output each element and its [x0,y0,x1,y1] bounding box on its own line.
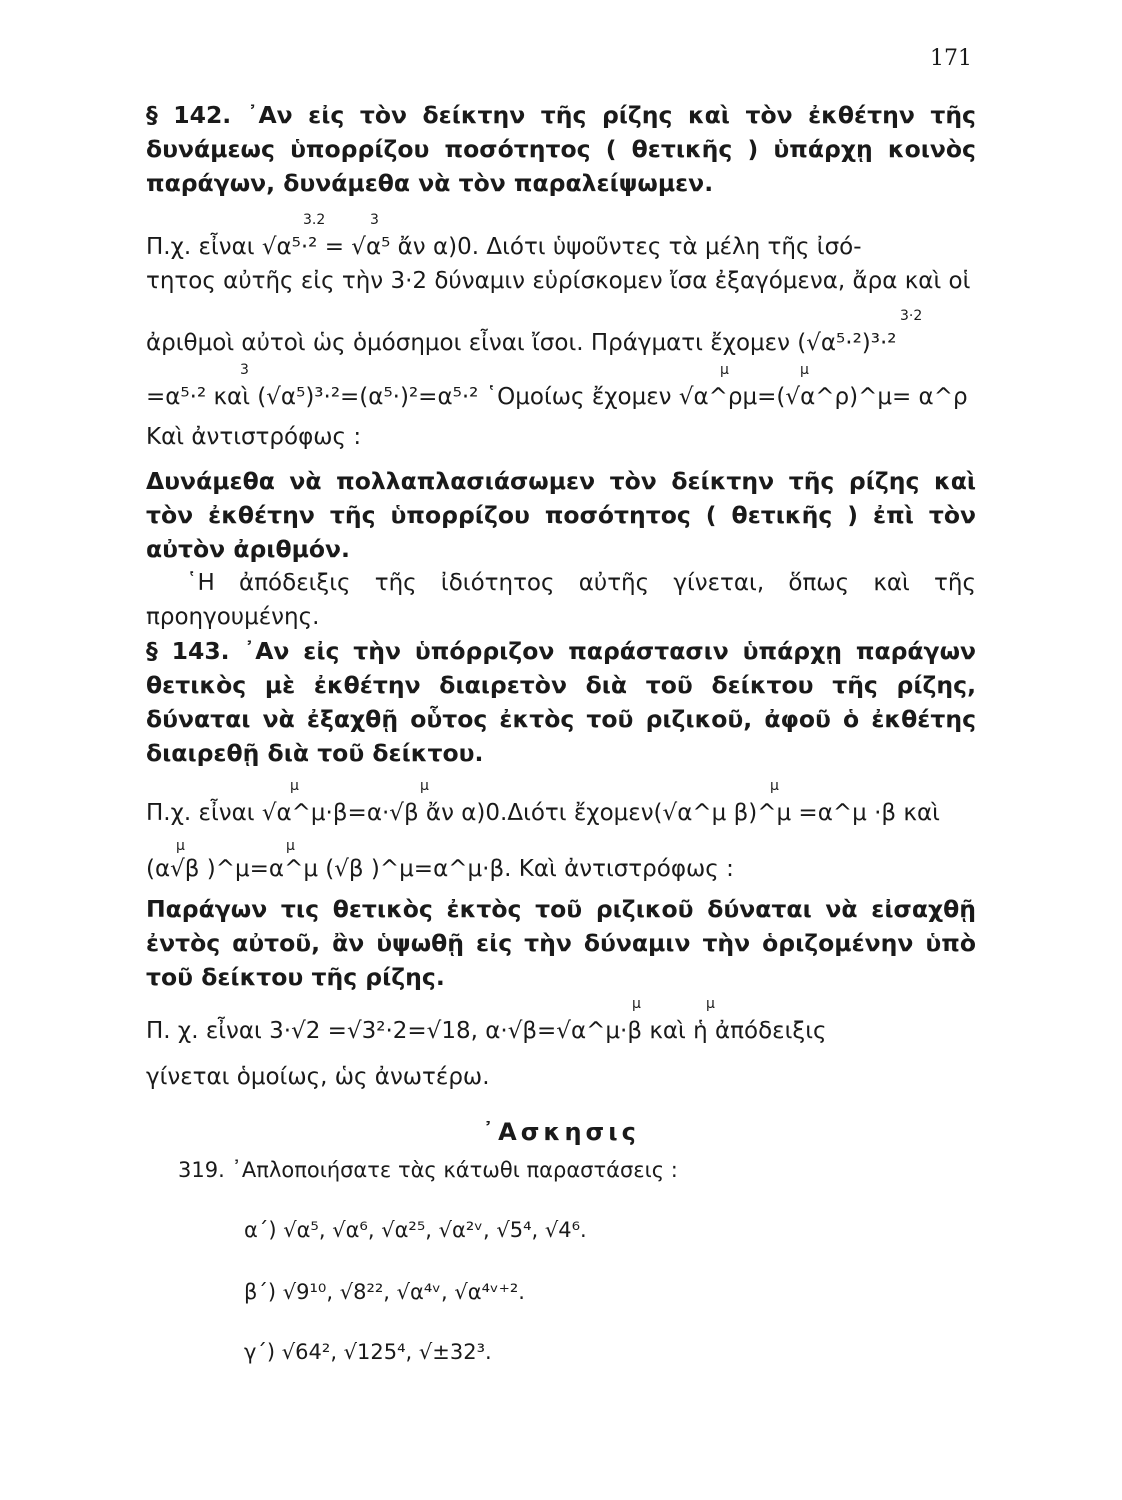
exercises-title: ᾿Ασκησις [482,1118,640,1146]
section-143-heading: § 143. ᾿Αν εἰς τὴν ὑπόρριζον παράστασιν ὑπάρχῃ παράγων θετικὸς μὲ ἐκθέτην διαιρετὸν διὰ τοῦ δείκτου τῆς ρίζης, δύναται νὰ ἐξαχθῇ οὗτος ἐκτὸς τοῦ ριζικοῦ, ἀφοῦ ὁ ἐκθέτης διαιρεθῇ διὰ τοῦ δείκτου. [146,637,976,767]
section-142-heading: § 142. ᾿Αν εἰς τὸν δείκτην τῆς ρίζης καὶ τὸν ἐκθέτην τῆς δυνάμεως ὑπορρίζου ποσότητος ( θετικῆς ) ὑπάρχῃ κοινὸς παράγων, δυνάμεθα νὰ τὸν παραλείψωμεν. [146,101,976,197]
root-index: 3.2 [303,212,326,228]
root-index: 3 [370,212,379,228]
root-index: μ [290,778,299,794]
s143-line-3: Π. χ. εἶναι 3·√2 =√3²·2=√18, α·√β=√α^μ·β καὶ ἡ ἀπόδειξις [146,1018,827,1044]
s142-rule: Δυνάμεθα νὰ πολλαπλασιάσωμεν τὸν δείκτην τῆς ρίζης καὶ τὸν ἐκθέτην τῆς ὑπορρίζου ποσότητος ( θετικῆς ) ἐπὶ τὸν αὐτὸν ἀριθμόν. [146,467,976,563]
s143-rule: Παράγων τις θετικὸς ἐκτὸς τοῦ ριζικοῦ δύναται νὰ εἰσαχθῇ ἐντὸς αὐτοῦ, ἂν ὑψωθῇ εἰς τὴν δύναμιν τὴν ὁριζομένην ὑπὸ τοῦ δείκτου τῆς ρίζης. [146,895,976,991]
root-index: μ [800,362,809,378]
s142-line-3: ἀριθμοὶ αὐτοὶ ὡς ὁμόσημοι εἶναι ἴσοι. Πράγματι ἔχομεν (√α⁵·²)³·² [146,330,897,356]
s142-line-1: Π.χ. εἶναι √α⁵·² = √α⁵ ἄν α)0. Διότι ὑψοῦντες τὰ μέλη τῆς ἰσό- [146,234,862,260]
s142-proof: ῾Η ἀπόδειξις τῆς ἰδιότητος αὐτῆς γίνεται, ὅπως καὶ τῆς προηγουμένης. [146,570,976,630]
s143-line-4: γίνεται ὁμοίως, ὡς ἀνωτέρω. [146,1064,490,1090]
s142-line-2: τητος αὐτῆς εἰς τὴν 3·2 δύναμιν εὑρίσκομεν ἴσα ἐξαγόμενα, ἄρα καὶ οἱ [146,268,971,294]
s142-line-4: =α⁵·² καὶ (√α⁵)³·²=(α⁵·)²=α⁵·² ῾Ομοίως ἔχομεν √α^ρμ=(√α^ρ)^μ= α^ρ [146,384,968,410]
exercise-b: β΄) √9¹⁰, √8²², √α⁴ᵛ, √α⁴ᵛ⁺². [244,1280,525,1304]
root-index: μ [632,996,641,1012]
root-index: μ [176,838,185,854]
exercise-c: γ΄) √64², √125⁴, √±32³. [244,1340,492,1364]
exercise-a: α΄) √α⁵, √α⁶, √α²⁵, √α²ᵛ, √5⁴, √4⁶. [244,1218,587,1242]
s143-line-1: Π.χ. εἶναι √α^μ·β=α·√β ἄν α)0.Διότι ἔχομεν(√α^μ β)^μ =α^μ ·β καὶ [146,800,940,826]
root-index: 3 [240,362,249,378]
exercise-intro: 319. ᾿Απλοποιήσατε τὰς κάτωθι παραστάσεις : [178,1158,678,1182]
s143-line-2: (α√β )^μ=α^μ (√β )^μ=α^μ·β. Καὶ ἀντιστρόφως : [146,856,734,882]
root-index: 3·2 [900,308,923,324]
s142-line-5: Καὶ ἀντιστρόφως : [146,424,362,450]
page-number: 171 [930,46,972,71]
root-index: μ [420,778,429,794]
root-index: μ [706,996,715,1012]
root-index: μ [770,778,779,794]
root-index: μ [720,362,729,378]
root-index: μ [286,838,295,854]
